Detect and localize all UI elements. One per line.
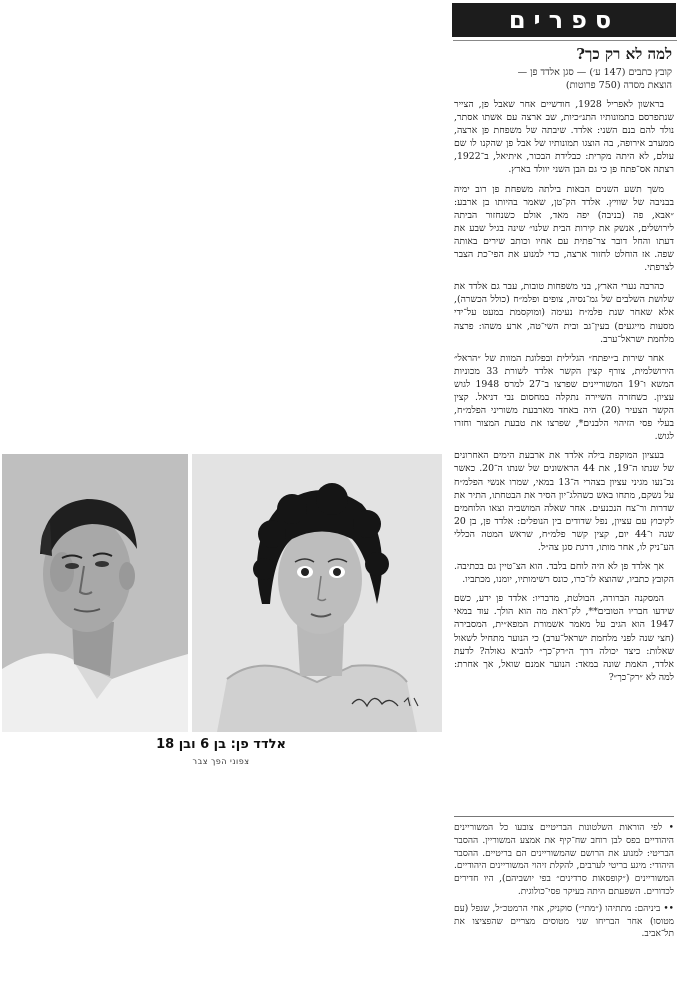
photo-caption: אלדד פן: בן 6 ובן 18 xyxy=(156,737,286,752)
photo-pair xyxy=(2,454,442,732)
photo-young-man xyxy=(2,454,188,732)
article-title: למה לא רק כך? xyxy=(576,45,672,63)
paragraph: אך אלדד פן לא היה לוחם בלבד. הוא הצ־טיין גם בכתיבה. הקובץ כתביו, שהוצא לז־כרו, כונס רשימותיו, יומנו, מכתביו. xyxy=(454,561,674,586)
footnotes xyxy=(454,822,674,945)
masthead-rule xyxy=(453,40,677,41)
footnote-separator xyxy=(454,816,674,817)
photo-credit: צפוני הפך צבר xyxy=(192,757,250,766)
paragraph: אחר שירות ב״יפתח״ הגלילית ובפלוגת המוות של ״הראל״ הירושלמית, צורף קצין הקשר אלדד לשורת 33 מכוניות המשא ו־19 המשוריינים שפרצו ב־27 למרס 1948 לגוש עציון. כשחזרה השיירה נתקלה במחסום נבי דניאל. קצין הקשר הצעיר (20) היה באחד מארבעת משוריני הפלמ״ח, בעלי פסי הזיהוי הלבנים*, שפרצו את טבעת המצור וחזרו לגוש. xyxy=(454,352,674,443)
paragraph: משך תשע השנים הבאות בילתה משפחת פן רוב ימיה בבניבה של שוויץ. אלדד הק־טן, שאמר בהיותו בן ארבע: ״אבא, פה (בניבה) יפה מאד, אולם כשנחזור הביתה לירושלים, אנשק את קירות הבית שלנו״ שינה בגיל שבע את דעתו והחל דובר צר־פתית עם אחיו וכותב שירים באותה שפה. אז הוחלט לחזור ארצה, כדי למנוע את הפי־כת הצבר לצרפתי. xyxy=(454,183,674,274)
article-body xyxy=(454,98,674,690)
paragraph: בעציון המוקפת בילה אלדד את ארבעת הימים האחרונים של שנתו ה־19, את 44 הראשונים של שנתו ה־20. כאשר נכ־נעו מגיני עציון בצהרי ה־13 במאי, שמרו אנשי הפלמ״ח על נשקם, מתחו באש כשהלג־יון הסיר את הבטחתו, התיר את שדרות ור־צח הנכנעים. אחר שאלה המושביה וצאו הלוחמים לקיבוץ עם עציון, נפל שדודים בין הנופלים: אלדד פן, בן 20 שנה ו־44 יום, קצין קשר פלמ״ח, שראש המטה הכללי הע־ניק לו, אחר מותו, דרגת סגן צה״ל. xyxy=(454,450,674,553)
footnote: •• ביניהם: מתתיהו (״מתי״) סוקניק, אחי הרמטכ״ל, שנפל (עם מטוסו) אחר הבריחו שני מטוסים מצריים שהפציצו את תל־אביב. xyxy=(454,903,674,940)
footnote: • לפי הוראות השלטונות הבריטיים צובעו כל המשוריינים היהודיים בפס לבן רוחב שח־קיף את אמצע המשוריין. ההסבר הבריטי: למנוע את הרושם שהמשוריינים הם בריטיים. ההסבר היהודי: מיגע בריטי לערבים, להקלת זיהוי המשוריינים היהודיים. המשוריינים (״קופסאות סרדינים״ בפי יושביהם), היו חדירים לכדורים. השפעתם היתה בעיקר פסי־כולוגית. xyxy=(454,823,674,897)
book-review-column xyxy=(452,0,680,1000)
article-subtitle-2: הוצאת מסדה (750 פרוטות) xyxy=(565,80,672,91)
article-subtitle-1: קובץ כתבים (147 ע׳) — סגן אלדד פן — xyxy=(517,67,672,78)
paragraph: המסקנה הברורה, הבולטת, מדבריו: אלדד פן ידע, כשם שידעו חבריו הטובים**, לק־ראת מה הוא הולך. עוד במאי 1947 הוא הגיב על מאמר אשמורת המפא״ית, המסבירה (חצי שנה לפני מלחמת ישראל־ערב) כי הנוער מתחיל לשאול שאלות: כיצד יכולה דרך ה״רק־כך״ להביא גאולה? לדעת אלדד, האמת שונה במאד: הנוער אמנם שואל, אך אחרת: למה לא ״רק־כך״? xyxy=(454,593,674,683)
portrait-young-man-image xyxy=(2,454,188,732)
section-masthead: ספרים xyxy=(452,3,676,37)
photo-child-drawing xyxy=(192,454,442,732)
paragraph: בראשון לאפריל 1928, חודשיים אחר שאבל פן, הצייר שנתפרסם בתמונותיו התנ״כיות, שב ארצה עם אשתו אסתר, נולד להם בנם השני: אלדד. שיבתה של משפחת פן ארצה, ממערב אירופה, בה הוצגו תמונותיו של אבל פן שהקנו לו שם עולם, לא היתה מקרית: כבלידת הבכור, איתיאל, ב־1922, רצתה אס־פתח פן כי גם הבן השני יוולד בארץ. xyxy=(454,99,674,176)
portrait-child-drawing-image xyxy=(192,454,442,732)
paragraph: כהרבה נערי הארץ, בני משפחות טובות, עבר גם אלדד את שלושת השלבים של גמ־נסיה, צופים ופלמ״ח (כולל הכשרה), אלא שאחר שנת פלמ״ח נעימה (ומוקסמת במעט על־ידי מסעות מייגעים) בעין־גב ובית השי־טה, ארע משהו: פרצה מלחמת ישראל־ערב. xyxy=(454,281,674,345)
